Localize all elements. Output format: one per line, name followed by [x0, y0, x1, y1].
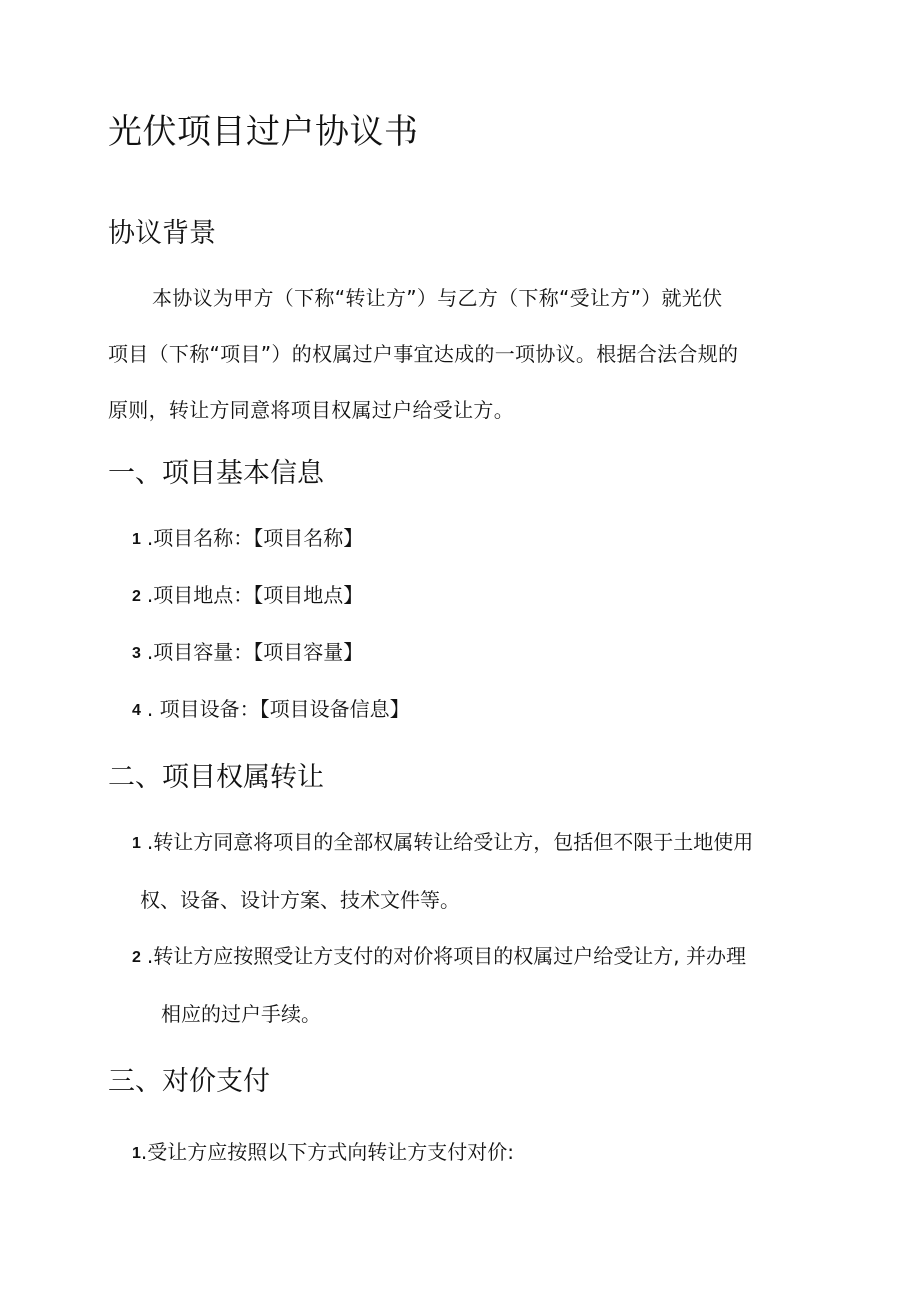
item-text: .项目容量：【项目容量】 — [146, 640, 364, 664]
payment-item — [132, 1140, 514, 1164]
item-text: .项目地点：【项目地点】 — [146, 583, 364, 607]
item-number: 2 — [132, 588, 141, 605]
item-text: .项目名称：【项目名称】 — [146, 526, 364, 550]
background-line: 原则，转让方同意将项目权属过户给受让方。 — [108, 398, 514, 422]
document-title: 光伏项目过户协议书 — [108, 112, 419, 152]
item-number: 1 — [132, 1145, 141, 1162]
item-number: 1 — [132, 835, 141, 852]
basic-info-item — [132, 640, 363, 664]
item-number: 1 — [132, 531, 141, 548]
basic-info-item — [132, 583, 363, 607]
ownership-transfer-item — [132, 814, 812, 928]
item-number: 4 — [132, 702, 141, 719]
basic-info-item — [132, 526, 363, 550]
item-text-line1: .转让方应按照受让方支付的对价将项目的权属过户给受让方, 并办理 — [146, 944, 746, 968]
section-heading-basic-info: 一、项目基本信息 — [108, 458, 324, 489]
background-line: 本协议为甲方（下称“转让方”）与乙方（下称“受让方”）就光伏 — [152, 286, 723, 310]
section-heading-payment: 三、对价支付 — [108, 1066, 270, 1097]
item-text-line1: .转让方同意将项目的全部权属转让给受让方，包括但不限于土地使用 — [146, 830, 754, 854]
item-number: 3 — [132, 645, 141, 662]
background-paragraph — [108, 280, 808, 428]
item-number: 2 — [132, 949, 141, 966]
item-text-line2: 相应的过户手续。 — [161, 1002, 321, 1026]
section-heading-background: 协议背景 — [108, 218, 216, 249]
background-line: 项目（下称“项目”）的权属过户事宜达成的一项协议。根据合法合规的 — [108, 342, 739, 366]
basic-info-item — [132, 697, 410, 721]
ownership-transfer-item — [132, 928, 812, 1042]
item-text: .受让方应按照以下方式向转让方支付对价: — [140, 1140, 515, 1164]
item-text-line2: 权、设备、设计方案、技术文件等。 — [140, 888, 460, 912]
item-text: . 项目设备：【项目设备信息】 — [146, 697, 410, 721]
section-heading-ownership-transfer: 二、项目权属转让 — [108, 762, 324, 793]
